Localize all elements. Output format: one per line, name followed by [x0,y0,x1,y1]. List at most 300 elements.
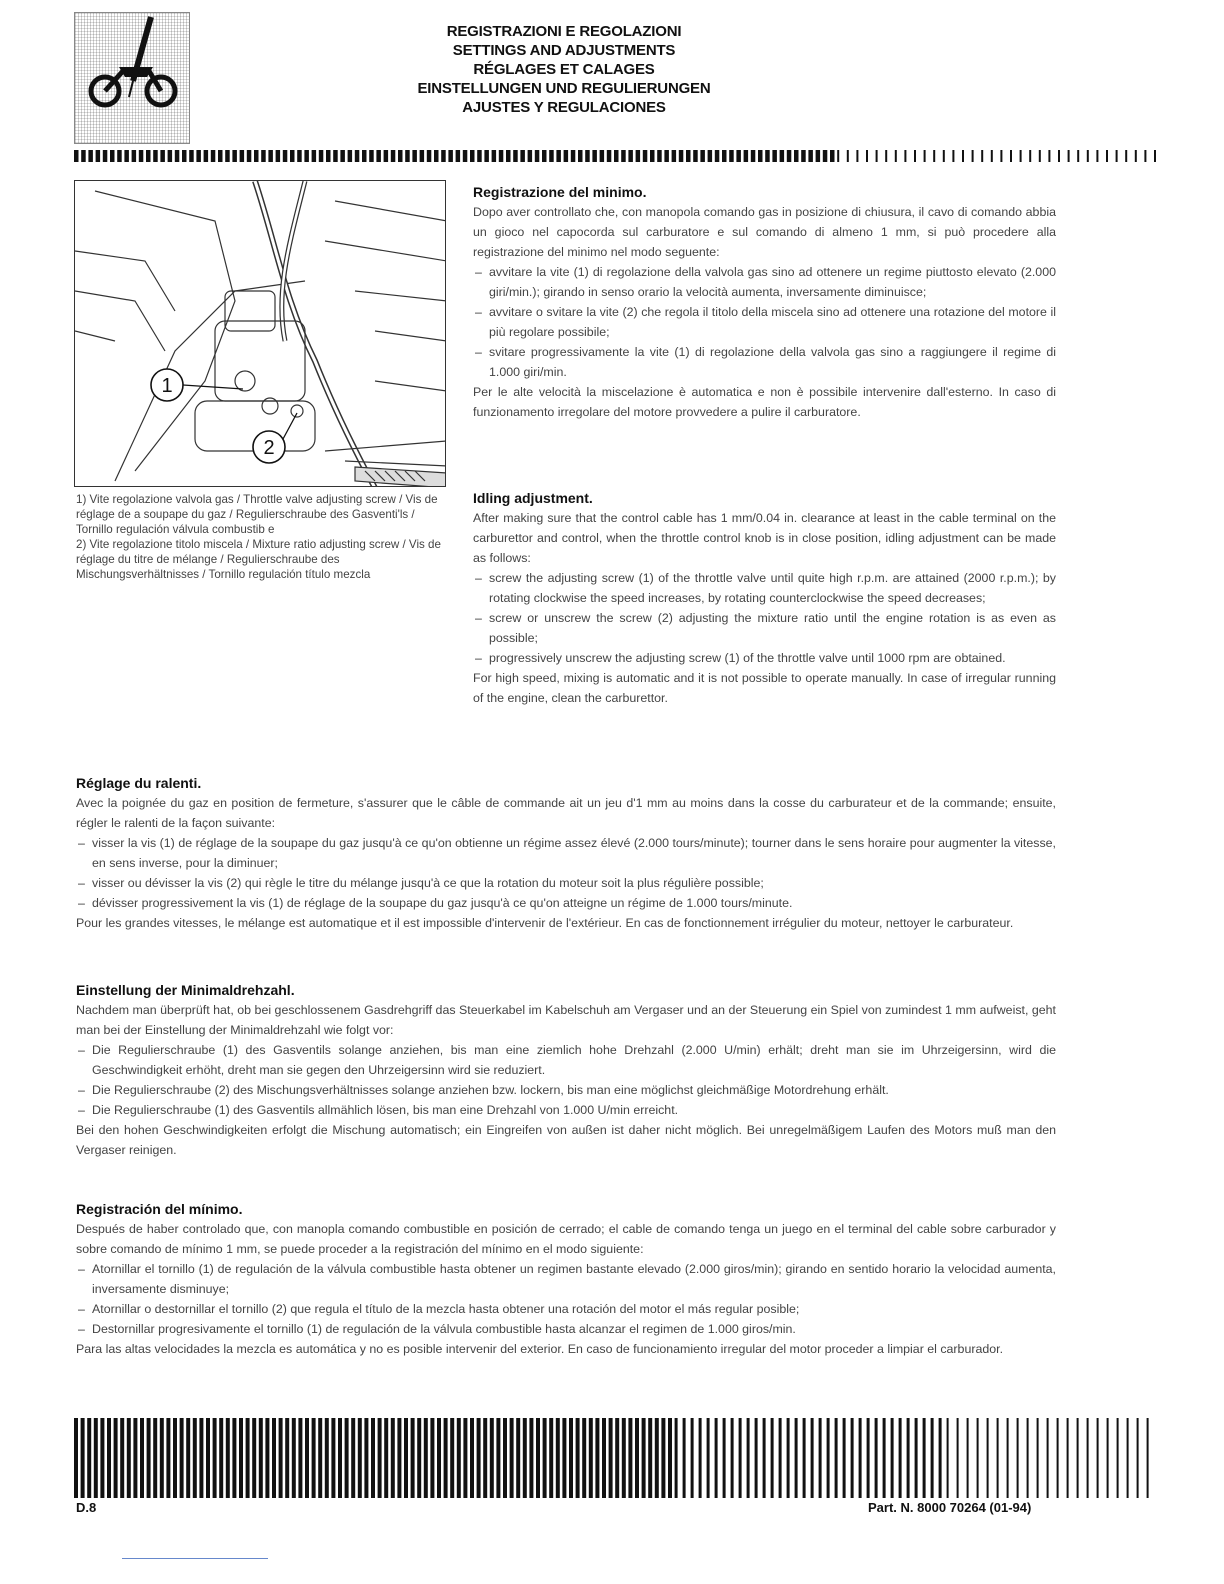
index-bar-stripe [204,150,209,162]
section-intro-es: Después de haber controlado que, con manopla comando combustible en posición de cerrado; el cable de comando tenga un juego en el terminal del cable sobre carburador y sobre comando de mínimo 1 mm, se puede proceder a la registración del mínimo en el modo siguiente: [76,1222,1056,1256]
index-bar-stripe [444,1418,448,1498]
index-bar-stripe [232,1418,236,1498]
step-list-es [76,1259,1056,1339]
index-bar-stripe [722,150,727,162]
index-bar-stripe [1020,150,1022,162]
index-bar-stripe [483,1418,487,1498]
index-bar-stripe [117,150,122,162]
section-outro-es: Para las altas velocidades la mezcla es automática y no es posible intervenir del exterior. En caso de funcionamiento irregular del motor proceder a limpiar el carburador. [76,1342,1004,1356]
index-bar-stripe [747,1418,750,1498]
index-bar-stripe [391,1418,395,1498]
index-bar-stripe [1147,1418,1149,1498]
index-bar-stripe [513,150,518,162]
index-bar-stripe [457,1418,461,1498]
index-bar-stripe [252,1418,256,1498]
index-bar-stripe [182,150,187,162]
index-bar-stripe [657,150,662,162]
index-bar-stripe [246,1418,250,1498]
index-bar-stripe [947,1418,949,1498]
list-item: – Die Regulierschraube (2) des Mischungsverhältnisses solange anziehen bzw. lockern, bis man eine möglichst gleichmäßige Motordrehung erhält. [76,1080,1056,1100]
index-bar-stripe [348,150,353,162]
index-bar-stripe [939,1418,942,1498]
index-bar-stripe [827,1418,830,1498]
index-bar-stripe [499,150,504,162]
index-bar-stripe [1029,150,1031,162]
header-title-it: REGISTRAZIONI E REGOLAZIONI [446,23,682,40]
list-item: – Die Regulierschraube (1) des Gasventils solange anziehen, bis man eine ziemlich hohe Drehzahl (2.000 U/min) erhält; dreht man sie im Uhrzeigersinn, wird die Geschwindigkeit erhöht, dreht man sie gegen den Uhrzeigersinn wird sie reduziert. [76,1040,1056,1080]
index-bar-stripe [506,150,511,162]
index-bar-stripe [175,150,180,162]
index-bar-stripe [763,1418,766,1498]
section-intro-de: Nachdem man überprüft hat, ob bei geschlossenem Gasdrehgriff das Steuerkabel im Kabelschuh am Vergaser und an der Steuerung ein Spiel von zumindest 1 mm aufweist, geht man bei der Einstellung der Minimaldrehzahl wie folgt vor: [76,1003,1056,1037]
section-intro-fr: Avec la poignée du gaz en position de fermeture, s'assurer que le câble de commande ait un jeu d'1 mm au moins dans la cosse du carburateur et de la commande; ensuite, régler le ralenti de la façon suivante: [76,796,1056,830]
index-bar-stripe [628,150,633,162]
index-bar-stripe [88,150,93,162]
index-bar-stripe [279,1418,283,1498]
index-bar-stripe [819,1418,822,1498]
index-bar-stripe [536,1418,540,1498]
manual-logo [74,12,190,144]
index-bar-stripe [578,150,583,162]
index-bar-stripe [1039,150,1041,162]
index-bar-stripe [96,150,101,162]
index-bar-stripe [691,1418,694,1498]
index-bar-stripe [477,1418,481,1498]
step-list-fr [76,833,1056,913]
index-bar-stripe [856,150,858,162]
index-bar-stripe [787,1418,790,1498]
index-bar-stripe [364,1418,368,1498]
index-bar-stripe [417,1418,421,1498]
header-title-en: SETTINGS AND ADJUSTMENTS [452,42,676,59]
caption-item-1: 1) Vite regolazione valvola gas / Throttle valve adjusting screw / Vis de réglage de a soupape du gaz / Regulierschraube des Gasventi'ls / Tornillo regulación válvula combustib e [76,493,438,536]
index-bar-stripe [700,150,705,162]
list-item: – Atornillar o destornillar el tornillo (2) que regula el título de la mezcla hasta obtener una rotación del motor el más regular posible; [76,1299,1056,1319]
index-bar-stripe [305,1418,309,1498]
section-title-it: Registrazione del minimo. [473,184,647,200]
list-item: – visser ou dévisser la vis (2) qui règle le titre du mélange jusqu'à ce que la rotation du moteur soit la plus régulière possible; [76,873,1056,893]
index-bar-stripe [731,1418,734,1498]
index-bar-stripe [1116,150,1118,162]
index-bar-stripe [891,1418,894,1498]
index-bar-stripe [943,150,945,162]
index-bar-stripe [1127,1418,1129,1498]
index-bar-stripe [1087,150,1089,162]
index-bar-stripe [384,150,389,162]
index-bar-stripe [384,1418,388,1498]
index-bar-stripe [679,150,684,162]
index-bar-stripe [218,150,223,162]
index-bar-stripe [107,1418,111,1498]
index-bar-stripe [1107,1418,1109,1498]
index-bar-stripe [715,150,720,162]
index-bar-stripe [1154,150,1156,162]
index-bar-stripe [358,1418,362,1498]
page-number: D.8 [76,1500,97,1515]
index-bar-stripe [397,1418,401,1498]
index-bar-stripe [124,150,128,162]
index-bar-stripe [470,150,475,162]
index-bar-stripe [371,1418,375,1498]
index-bar-stripe [642,1418,646,1498]
index-bar-stripe [292,1418,296,1498]
index-bar-stripe [1106,150,1108,162]
index-bar-stripe [967,1418,969,1498]
index-bar-stripe [744,150,749,162]
index-bar-stripe [739,1418,742,1498]
index-bar-stripe [450,1418,454,1498]
index-bar-stripe [398,150,403,162]
motorcycle-screwdriver-icon [75,13,190,144]
index-bar-stripe [391,150,396,162]
index-bar-stripe [675,1418,678,1498]
list-item: – Die Regulierschraube (1) des Gasventils allmählich lösen, bis man eine Drehzahl von 1.000 U/min erreicht. [76,1100,1056,1120]
index-bar-stripe [811,1418,814,1498]
index-bar-stripe [199,1418,203,1498]
index-bar-stripe [376,150,381,162]
index-bar-stripe [441,150,446,162]
index-bar-stripe [265,1418,269,1498]
index-bar-stripe [715,1418,718,1498]
index-bar-stripe [345,1418,349,1498]
index-bar-stripe [672,150,677,162]
index-bar-stripe [866,150,868,162]
index-bar-stripe [607,150,612,162]
index-bar-stripe [628,1418,632,1498]
index-bar-stripe [297,150,302,162]
index-bar-stripe [1017,1418,1019,1498]
index-bar-stripe [843,1418,846,1498]
section-italian [473,184,1056,422]
header-title-es: AJUSTES Y REGULACIONES [462,99,666,116]
index-bar-stripe [952,150,954,162]
index-bar-stripe [564,150,569,162]
index-bar-stripe [1047,1418,1049,1498]
index-bar-stripe [87,1418,91,1498]
index-bar-stripe [1058,150,1060,162]
index-bar-stripe [470,1418,474,1498]
list-item: – screw the adjusting screw (1) of the throttle valve until quite high r.p.m. are attained (2000 r.p.m.); by rotating clockwise the speed increases, by rotating counterclockwise the speed decreases; [473,568,1056,608]
index-bar-stripe [1117,1418,1119,1498]
index-bar-stripe [1077,150,1079,162]
index-bar-stripe [592,150,597,162]
index-bar-stripe [751,150,756,162]
index-bar-stripe [729,150,734,162]
index-bar-stripe [133,1418,137,1498]
index-bar-stripe [427,150,432,162]
index-bar-stripe [562,1418,566,1498]
index-bar-stripe [830,150,835,162]
index-bar-stripe [226,1418,230,1498]
index-bar-stripe [787,150,792,162]
index-bar-stripe [602,1418,606,1498]
index-bar-stripe [424,1418,428,1498]
index-bar-stripe [312,150,317,162]
index-bar-stripe [755,1418,758,1498]
index-bar-stripe [193,1418,197,1498]
index-bar-stripe [997,1418,999,1498]
index-bar-stripe [1067,1418,1069,1498]
index-bar-stripe [127,1418,131,1498]
index-bar-stripe [369,150,374,162]
index-bar-stripe [523,1418,527,1498]
index-bar-stripe [74,150,79,162]
top-index-bar [74,150,1156,162]
index-bar-stripe [636,150,641,162]
index-bar-stripe [808,150,813,162]
index-bar-stripe [528,150,533,162]
index-bar-stripe [232,150,237,162]
figure-caption [76,493,448,584]
index-bar-stripe [779,1418,782,1498]
index-bar-stripe [1027,1418,1029,1498]
index-bar-stripe [173,1418,177,1498]
step-list-it [473,262,1056,382]
index-bar-stripe [1000,150,1002,162]
index-bar-stripe [103,150,108,162]
index-bar-stripe [621,150,626,162]
list-item: – avvitare la vite (1) di regolazione della valvola gas sino ad ottenere un regime piuttosto elevato (2.000 giri/min.); girando in senso orario la velocità aumenta, inversamente diminuisce; [473,262,1056,302]
index-bar-stripe [1087,1418,1089,1498]
index-bar-stripe [437,1418,441,1498]
index-bar-stripe [655,1418,659,1498]
index-bar-stripe [268,150,273,162]
index-bar-stripe [430,1418,434,1498]
header-titles [380,22,748,117]
index-bar-stripe [823,150,828,162]
index-bar-stripe [378,1418,382,1498]
index-bar-stripe [981,150,983,162]
index-bar-stripe [904,150,906,162]
section-title-en: Idling adjustment. [473,490,593,506]
section-outro-en: For high speed, mixing is automatic and it is not possible to operate manually. In case of irregular running of the engine, clean the carburettor. [473,671,1056,705]
index-bar-stripe [290,150,295,162]
index-bar-stripe [556,1418,560,1498]
section-english [473,490,1056,708]
index-bar-stripe [875,1418,878,1498]
list-item: – Destornillar progresivamente el tornillo (1) de regulación de la válvula combustible hasta alcanzar el regimen de 1.000 giros/min. [76,1319,1056,1339]
index-bar-stripe [520,150,525,162]
index-bar-stripe [1010,150,1012,162]
index-bar-stripe [803,1418,806,1498]
index-bar-stripe [247,150,252,162]
caption-item-2: 2) Vite regolazione titolo miscela / Mixture ratio adjusting screw / Vis de réglage du titre de mélange / Regulierschraube des Mischungsverhältnisses / Tornillo regulación título mezcla [76,538,441,581]
index-bar-stripe [411,1418,415,1498]
index-bar-stripe [326,150,331,162]
index-bar-stripe [362,150,367,162]
link-underline [122,1558,268,1559]
index-bar-stripe [780,150,785,162]
index-bar-stripe [484,150,489,162]
section-spanish [76,1201,1056,1359]
index-bar-stripe [650,150,655,162]
index-bar-stripe [772,150,777,162]
index-bar-stripe [492,150,497,162]
index-bar-stripe [1135,150,1137,162]
index-bar-stripe [895,150,897,162]
index-bar-stripe [153,1418,157,1498]
index-bar-stripe [609,1418,613,1498]
index-bar-stripe [851,1418,854,1498]
index-bar-stripe [859,1418,862,1498]
index-bar-stripe [668,1418,672,1498]
index-bar-stripe [434,150,439,162]
index-bar-stripe [168,150,173,162]
index-bar-stripe [794,150,799,162]
index-bar-stripe [661,1418,665,1498]
index-bar-stripe [325,1418,329,1498]
index-bar-stripe [503,1418,507,1498]
index-bar-stripe [331,1418,335,1498]
index-bar-stripe [837,150,839,162]
index-bar-stripe [571,150,576,162]
header-title-de: EINSTELLUNGEN UND REGULIERUNGEN [417,80,711,97]
index-bar-stripe [254,150,259,162]
index-bar-stripe [147,1418,151,1498]
index-bar-stripe [987,1418,989,1498]
index-bar-stripe [110,150,115,162]
index-bar-stripe [622,1418,626,1498]
index-bar-stripe [276,150,281,162]
index-bar-stripe [283,150,288,162]
index-bar-stripe [683,1418,686,1498]
index-bar-stripe [556,150,561,162]
index-bar-stripe [496,1418,500,1498]
index-bar-stripe [404,1418,408,1498]
index-bar-stripe [351,1418,355,1498]
list-item: – dévisser progressivement la vis (1) de réglage de la soupape du gaz jusqu'à ce qu'on atteigne un régime de 1.000 tours/minute. [76,893,1056,913]
index-bar-stripe [795,1418,798,1498]
list-item: – progressively unscrew the adjusting screw (1) of the throttle valve until 1000 rpm are obtained. [473,648,1056,668]
index-bar-stripe [707,1418,710,1498]
index-bar-stripe [225,150,230,162]
index-bar-stripe [355,150,360,162]
index-bar-stripe [883,1418,886,1498]
index-bar-stripe [924,150,926,162]
index-bar-stripe [420,150,425,162]
index-bar-stripe [304,150,309,162]
index-bar-stripe [549,1418,553,1498]
part-number: Part. N. 8000 70264 (01-94) [868,1500,1032,1515]
callout-2-label: 2 [263,437,275,459]
index-bar-stripe [456,150,461,162]
index-bar-stripe [100,1418,104,1498]
list-item: – avvitare o svitare la vite (2) che regola il titolo della miscela sino ad ottenere una rotazione del motore il più regolare possibile; [473,302,1056,342]
index-bar-stripe [166,1418,170,1498]
index-bar-stripe [239,1418,243,1498]
index-bar-stripe [595,1418,599,1498]
index-bar-stripe [81,150,86,162]
section-title-fr: Réglage du ralenti. [76,775,202,791]
list-item: – Atornillar el tornillo (1) de regulación de la válvula combustible hasta obtener un regimen bastante elevado (2.000 giros/min); girando en sentido horario la velocidad aumenta, inversamente disminuye; [76,1259,1056,1299]
index-bar-stripe [589,1418,593,1498]
index-bar-stripe [923,1418,926,1498]
index-bar-stripe [1057,1418,1059,1498]
list-item: – visser la vis (1) de réglage de la soupape du gaz jusqu'à ce qu'on obtienne un régime assez élevé (2.000 tours/minute); tourner dans le sens horaire pour augmenter la vitesse, en sens inverse, pour la diminuer; [76,833,1056,873]
index-bar-stripe [867,1418,870,1498]
index-bar-stripe [74,1418,78,1498]
index-bar-stripe [771,1418,774,1498]
index-bar-stripe [693,150,698,162]
index-bar-stripe [614,150,619,162]
list-item: – screw or unscrew the screw (2) adjusting the mixture ratio until the engine rotation is as even as possible; [473,608,1056,648]
header-title-fr: RÉGLAGES ET CALAGES [473,61,655,78]
index-bar-stripe [140,1418,144,1498]
index-bar-stripe [240,150,245,162]
index-bar-stripe [991,150,993,162]
index-bar-stripe [535,150,540,162]
index-bar-stripe [211,150,216,162]
index-bar-stripe [549,150,554,162]
index-bar-stripe [977,1418,979,1498]
index-bar-stripe [847,150,849,162]
index-bar-stripe [915,1418,918,1498]
index-bar-stripe [933,150,935,162]
section-title-de: Einstellung der Minimaldrehzahl. [76,982,295,998]
section-french [76,775,1056,933]
index-bar-stripe [615,1418,619,1498]
index-bar-stripe [196,150,201,162]
index-bar-stripe [510,1418,514,1498]
index-bar-stripe [259,1418,263,1498]
index-bar-stripe [542,150,547,162]
index-bar-stripe [723,1418,726,1498]
index-bar-stripe [635,1418,639,1498]
section-intro-it: Dopo aver controllato che, con manopola comando gas in posizione di chiusura, il cavo di comando abbia un gioco nel capocorda sul carburatore e sul comando di almeno 1 mm, si può procedere alla registrazione del minimo nel modo seguente: [473,205,1056,259]
index-bar-stripe [972,150,974,162]
index-bar-stripe [160,150,165,162]
index-bar-stripe [412,150,417,162]
index-bar-stripe [1125,150,1127,162]
index-bar-stripe [213,1418,217,1498]
section-outro-it: Per le alte velocità la miscelazione è automatica e non è possibile intervenire dall'esterno. In caso di funzionamento irregolare del motore provvedere a pulire il carburatore. [473,385,1056,419]
index-bar-stripe [186,1418,190,1498]
index-bar-stripe [1007,1418,1009,1498]
list-item: – svitare progressivamente la vite (1) di regolazione della valvola gas sino a raggiungere il regime di 1.000 giri/min. [473,342,1056,382]
index-bar-stripe [261,150,266,162]
step-list-en [473,568,1056,668]
index-bar-stripe [490,1418,494,1498]
index-bar-stripe [758,150,763,162]
index-bar-stripe [340,150,345,162]
index-bar-stripe [699,1418,702,1498]
index-bar-stripe [899,1418,902,1498]
section-intro-en: After making sure that the control cable has 1 mm/0.04 in. clearance at least in the cable terminal on the carburettor and control, when the throttle control knob is in close position, idling adjustment can be made as follows: [473,511,1056,565]
index-bar-stripe [285,1418,289,1498]
index-bar-stripe [219,1418,223,1498]
index-bar-stripe [206,1418,210,1498]
index-bar-stripe [736,150,741,162]
index-bar-stripe [957,1418,959,1498]
index-bar-stripe [835,1418,838,1498]
index-bar-stripe [114,1418,118,1498]
index-bar-stripe [298,1418,302,1498]
index-bar-stripe [319,150,324,162]
index-bar-stripe [1096,150,1098,162]
index-bar-stripe [120,1418,124,1498]
index-bar-stripe [189,150,194,162]
index-bar-stripe [801,150,806,162]
index-bar-stripe [1068,150,1070,162]
bottom-index-bar [74,1418,1156,1498]
callout-1-label: 1 [161,375,173,397]
carburetor-illustration [75,181,446,487]
index-bar-stripe [876,150,878,162]
index-bar-stripe [765,150,770,162]
index-bar-stripe [94,1418,98,1498]
index-bar-stripe [146,150,151,162]
index-bar-stripe [318,1418,322,1498]
